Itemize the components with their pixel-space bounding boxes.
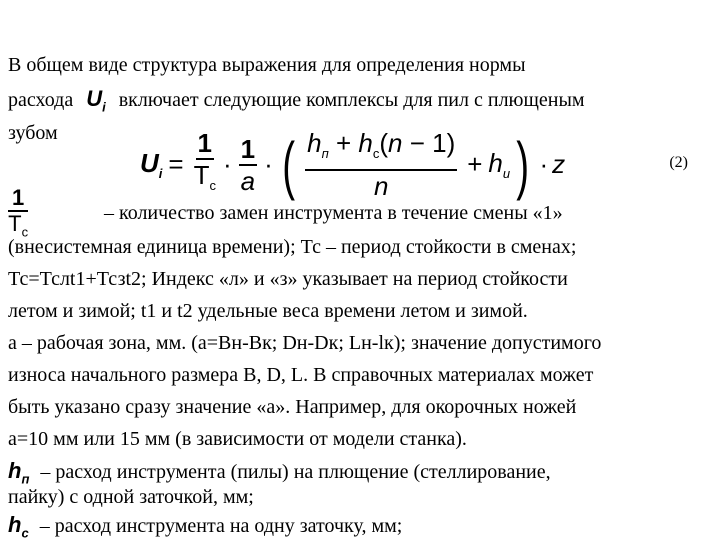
equals-sign: = bbox=[168, 149, 184, 180]
desc-line-8 bbox=[8, 426, 467, 452]
text-span: Тс=Тслt1+Тсзt2; Индекс «л» и «з» указывает на период стойкости bbox=[8, 268, 568, 290]
text-span: пайку) с одной заточкой, мм; bbox=[8, 486, 254, 508]
symbol-ui: $U_i$ bbox=[86, 86, 106, 115]
desc-line-5 bbox=[8, 330, 601, 356]
term-z: z bbox=[552, 149, 566, 180]
text-line-2 bbox=[8, 86, 585, 120]
fraction-one-over-tc-small: 1 $Т_с$ bbox=[8, 185, 29, 240]
text-span: – расход инструмента на одну заточку, мм; bbox=[39, 515, 403, 537]
formula-number: (2) bbox=[669, 154, 688, 171]
text-span: a – рабочая зона, мм. (a=Вн-Вк; Dн-Dк; Lн-lк); значение допустимого bbox=[8, 332, 602, 354]
plus-operator: + bbox=[467, 149, 483, 180]
term-hi: $h_и$ bbox=[488, 148, 511, 182]
desc-line-10 bbox=[8, 484, 254, 510]
text-span: a=10 мм или 15 мм (в зависимости от модели станка). bbox=[8, 428, 467, 450]
fraction-one-over-tc: $\frac{1}{Т_с}$ bbox=[193, 128, 216, 194]
desc-line-7 bbox=[8, 394, 576, 420]
desc-line-11 bbox=[8, 512, 402, 546]
text-span: износа начального размера В, D, L. В справочных материалах может bbox=[8, 364, 594, 386]
left-paren: ( bbox=[282, 128, 295, 201]
text-line-1 bbox=[8, 52, 708, 78]
desc-line-6 bbox=[8, 362, 593, 388]
text-span: – расход инструмента (пилы) на плющение (стеллирование, bbox=[40, 461, 551, 483]
dot-operator: · bbox=[539, 149, 549, 180]
fraction-main: $\frac{h_п + h_с(n - 1)}{n}$ bbox=[307, 128, 456, 202]
desc-line-3 bbox=[8, 266, 708, 292]
text-span: включает следующие комплексы для пил с плющеным bbox=[118, 89, 585, 111]
text-span: В общем виде структура выражения для определения нормы bbox=[8, 54, 526, 76]
text-line-3 bbox=[8, 120, 58, 146]
fraction-one-over-a: $\frac{1}{a}$ bbox=[240, 133, 256, 196]
text-span: быть указано сразу значение «a». Например, для окорочных ножей bbox=[8, 396, 577, 418]
desc-line-2 bbox=[8, 234, 708, 260]
desc-line-4 bbox=[8, 298, 528, 324]
text-span: – количество замен инструмента в течение смены «1» bbox=[104, 202, 563, 224]
dot-operator: · bbox=[264, 149, 273, 180]
text-span: расхода bbox=[8, 89, 74, 111]
dot-operator: · bbox=[222, 149, 232, 180]
right-paren: ) bbox=[516, 128, 530, 201]
text-span: летом и зимой; t1 и t2 удельные веса времени летом и зимой. bbox=[8, 300, 528, 322]
formula-ui bbox=[140, 128, 565, 201]
symbol-hc: $h_с$ bbox=[8, 512, 29, 541]
desc-line-1 bbox=[104, 200, 563, 226]
text-span: зубом bbox=[8, 122, 58, 144]
symbol-hp: $h_п$ bbox=[8, 458, 30, 487]
formula-lhs: $U_i$ bbox=[140, 148, 163, 182]
text-span: (внесистемная единица времени); Тс – период стойкости в сменах; bbox=[8, 236, 577, 258]
